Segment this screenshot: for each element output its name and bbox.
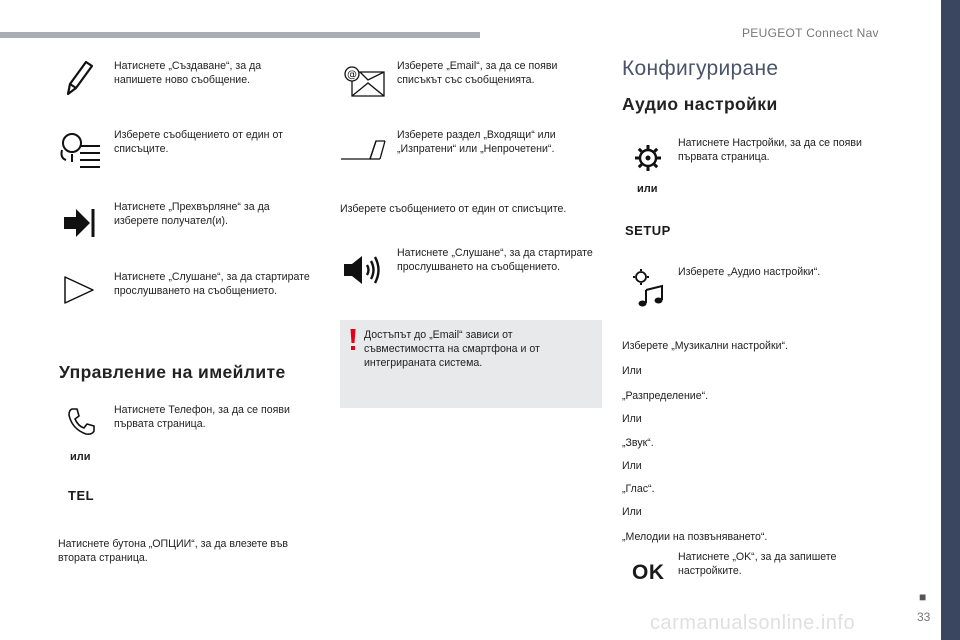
settings-text: Натиснете Настройки, за да се появи първата страница. [678, 137, 862, 163]
speaker-icon [342, 254, 382, 291]
warning-exclamation-icon [349, 329, 357, 356]
or-text-2: Или [622, 413, 642, 425]
forward-arrow-icon [62, 207, 96, 244]
or-label-left: или [70, 451, 91, 463]
note-text: Достъпът до „Email“ зависи от съвместимостта на смартфона и от интегрираната система. [364, 329, 540, 369]
email-management-heading: Управление на имейлите [59, 362, 286, 382]
or-text-3: Или [622, 460, 642, 472]
audio-settings-text: Изберете „Аудио настройки“. [678, 266, 821, 278]
audio-settings-heading: Аудио настройки [622, 94, 778, 114]
or-text-1: Или [622, 365, 642, 377]
page-header-title: PEUGEOT Connect Nav [742, 26, 879, 40]
music-settings-icon [632, 268, 666, 313]
play-icon [62, 275, 96, 310]
phone-text: Натиснете Телефон, за да се появи първата страница. [114, 404, 290, 430]
ok-button-label: OK [632, 561, 665, 584]
top-progress-bar [0, 32, 480, 38]
watermark: carmanualsonline.info [650, 612, 856, 634]
folder-select-text: Изберете раздел „Входящи“ или „Изпратени“ или „Непрочетени“. [397, 129, 556, 155]
configure-heading: Конфигуриране [622, 57, 779, 80]
tel-button-label: TEL [68, 488, 95, 503]
gear-icon [634, 144, 662, 177]
info-note-box [340, 320, 602, 408]
email-select-text: Изберете „Email“, за да се появи списъкът със съобщенията. [397, 60, 558, 86]
voice-text: „Глас“. [622, 483, 655, 495]
or-label-right: или [637, 183, 658, 195]
setup-button-label: SETUP [625, 223, 671, 238]
listen-text-mid: Натиснете „Слушане“, за да стартирате прослушването на съобщението. [397, 247, 593, 273]
forward-text: Натиснете „Прехвърляне“ за да изберете получател(и). [114, 201, 270, 227]
page-number: 33 [917, 610, 931, 624]
page-marker: ■ [919, 590, 927, 604]
sound-text: „Звук“. [622, 437, 654, 449]
ok-text: Натиснете „OK“, за да запишете настройките. [678, 551, 837, 577]
folder-tab-icon [340, 139, 386, 166]
music-settings-text: Изберете „Музикални настройки“. [622, 340, 789, 352]
pencil-icon [64, 58, 94, 101]
select-message-text: Изберете съобщението от един от списъците. [114, 129, 283, 155]
page-side-strip [941, 0, 960, 640]
select-message-text-mid: Изберете съобщението от един от списъците. [340, 203, 567, 215]
options-text: Натиснете бутона „ОПЦИИ“, за да влезете във втората страница. [58, 538, 288, 564]
phone-handset-icon [66, 407, 96, 442]
listen-text-left: Натиснете „Слушане“, за да стартирате прослушването на съобщението. [114, 271, 310, 297]
or-text-4: Или [622, 506, 642, 518]
svg-text:@: @ [347, 69, 357, 81]
ringtones-text: „Мелодии на позвъняването“. [622, 531, 768, 543]
person-list-icon [58, 130, 102, 175]
email-envelope-icon [342, 66, 386, 103]
create-message-text: Натиснете „Създаване“, за да напишете ново съобщение. [114, 60, 262, 86]
distribution-text: „Разпределение“. [622, 390, 709, 402]
